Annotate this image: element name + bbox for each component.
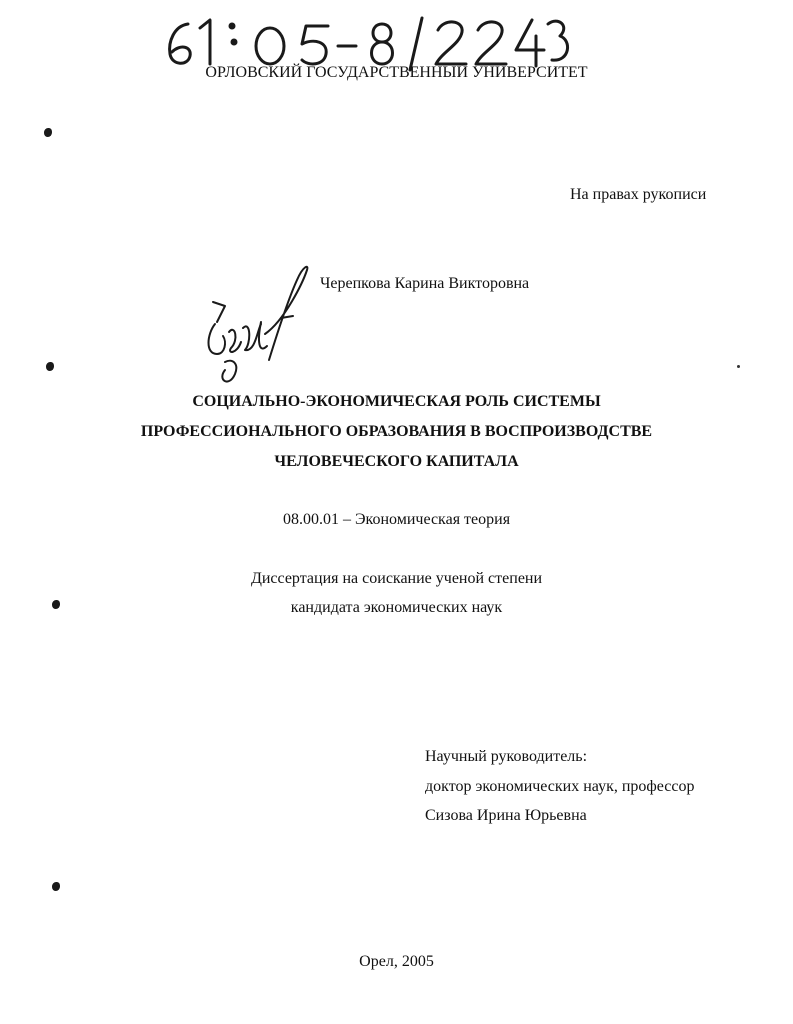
supervisor-name: Сизова Ирина Юрьевна (425, 807, 587, 824)
thesis-title-line: ЧЕЛОВЕЧЕСКОГО КАПИТАЛА (274, 453, 519, 470)
place-and-year: Орел, 2005 (359, 953, 434, 970)
binding-hole-mark (52, 882, 60, 891)
thesis-title-line: ПРОФЕССИОНАЛЬНОГО ОБРАЗОВАНИЯ В ВОСПРОИЗВОДСТВЕ (140, 423, 653, 440)
binding-hole-mark (44, 128, 52, 137)
supervisor-degree: доктор экономических наук, профессор (425, 778, 695, 795)
author-signature (195, 262, 315, 392)
degree-line: Диссертация на соискание ученой степени (250, 570, 543, 587)
scan-speck (737, 365, 740, 368)
binding-hole-mark (46, 362, 54, 371)
supervisor-label: Научный руководитель: (425, 748, 588, 765)
specialty-code: 08.00.01 – Экономическая теория (282, 511, 511, 528)
degree-line: кандидата экономических наук (290, 599, 503, 616)
author-name: Черепкова Карина Викторовна (320, 275, 530, 292)
university-name: ОРЛОВСКИЙ ГОСУДАРСТВЕННЫЙ УНИВЕРСИТЕТ (205, 64, 588, 81)
manuscript-rights-note: На правах рукописи (570, 186, 707, 203)
thesis-title-line: СОЦИАЛЬНО-ЭКОНОМИЧЕСКАЯ РОЛЬ СИСТЕМЫ (192, 393, 601, 410)
